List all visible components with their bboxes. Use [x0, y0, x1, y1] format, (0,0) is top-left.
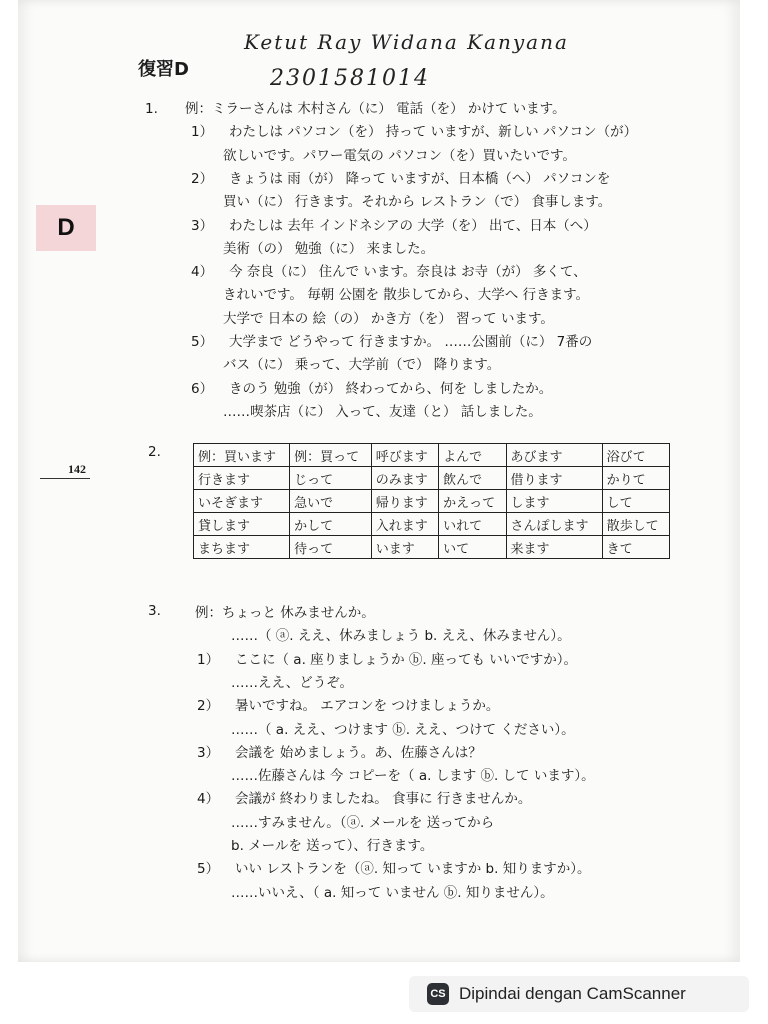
- sentence-text: 大学で 日本の 絵（の） かき方（を） 習って います。: [223, 310, 554, 327]
- item-number: 5）: [197, 861, 220, 878]
- sentence-text: 美術（の） 勉強（に） 来ました。: [223, 240, 435, 257]
- section-1-line: [145, 377, 552, 397]
- table-row: [194, 513, 670, 536]
- section-3-line: [145, 764, 595, 784]
- sentence-text: わたしは パソコン（を） 持って いますが、新しい パソコン（が）: [229, 124, 638, 141]
- table-cell: して: [602, 490, 669, 513]
- section-3-line: [145, 718, 575, 738]
- table-cell: 入れます: [371, 513, 438, 536]
- section-1-line: [145, 214, 597, 234]
- table-cell: 借ります: [506, 467, 602, 490]
- table-cell: います: [371, 536, 438, 559]
- section-1-line: [145, 330, 592, 350]
- question-number: 1.: [145, 101, 158, 117]
- sentence-text: 会議を 始めましょう。あ、佐藤さんは？: [235, 744, 482, 761]
- section-1-line: [145, 190, 611, 210]
- section-1-line: [145, 97, 566, 117]
- table-cell: かりて: [602, 467, 669, 490]
- page-title: 復習D: [138, 59, 189, 80]
- table-row: [194, 490, 670, 513]
- section-3-line: [145, 601, 375, 621]
- sentence-text: ……（ a. ええ、つけます ⓑ. ええ、つけて ください）。: [231, 721, 575, 738]
- sentence-text: b. メールを 送って）、行きます。: [231, 838, 434, 854]
- item-number: 1）: [197, 651, 220, 668]
- table-cell: 行きます: [194, 467, 290, 490]
- sentence-text: きのう 勉強（が） 終わってから、何を しましたか。: [229, 380, 553, 397]
- table-cell: いて: [439, 536, 506, 559]
- table-cell: 帰ります: [371, 490, 438, 513]
- sentence-text: きれいです。 毎朝 公園を 散歩してから、大学へ 行きます。: [223, 287, 590, 304]
- camscanner-text: Dipindai dengan CamScanner: [459, 984, 686, 1003]
- section-3-line: [145, 811, 494, 831]
- table-cell: あびます: [506, 444, 602, 467]
- sentence-text: ここに（ a. 座りましょうか ⓑ. 座っても いいですか）。: [235, 651, 578, 668]
- table-cell: 貸します: [194, 513, 290, 536]
- sentence-text: ……（ ⓐ. ええ、休みましょう b. ええ、休みません）。: [231, 628, 571, 645]
- table-cell: のみます: [371, 467, 438, 490]
- section-1-line: [145, 353, 500, 373]
- table-row: [194, 467, 670, 490]
- sentence-text: ……喫茶店（に） 入って、友達（と） 話しました。: [223, 403, 542, 420]
- table-cell: 飲んで: [439, 467, 506, 490]
- sentence-text: 今 奈良（に） 住んで います。奈良は お寺（が） 多くて、: [229, 264, 587, 281]
- section-3-line: [145, 624, 571, 644]
- item-number: 2）: [191, 170, 214, 187]
- sentence-text: 大学まで どうやって 行きますか。 ……公園前（に） 7番の: [229, 334, 593, 350]
- table-cell: 浴びて: [602, 444, 669, 467]
- table-cell: 散歩して: [602, 513, 669, 536]
- table-cell: いそぎます: [194, 490, 290, 513]
- section-1-line: [145, 260, 587, 280]
- table-cell: 例：買います: [194, 444, 290, 467]
- sentence-text: ……佐藤さんは 今 コピーを（ a. します ⓑ. して います）。: [231, 768, 595, 785]
- item-number: 3）: [197, 744, 220, 761]
- section-3-line: [145, 857, 590, 877]
- section-3-line: [145, 671, 353, 691]
- section-1-line: [145, 144, 576, 164]
- section-3-line: [145, 834, 433, 854]
- table-row: [194, 444, 670, 467]
- section-2-label: 2.: [148, 444, 161, 460]
- table-row: [194, 536, 670, 559]
- section-1-line: [145, 283, 589, 303]
- table-cell: よんで: [439, 444, 506, 467]
- item-number: 4）: [197, 791, 220, 808]
- table-cell: かえって: [439, 490, 506, 513]
- table-cell: きて: [602, 536, 669, 559]
- sentence-text: ……すみません。（ⓐ. メールを 送ってから: [231, 814, 495, 831]
- section-1-line: [145, 167, 610, 187]
- sentence-text: きょうは 雨（が） 降って いますが、日本橋（へ） パソコンを: [229, 170, 611, 187]
- handwritten-student-id: 2301581014: [270, 66, 430, 91]
- sentence-text: ……ええ、どうぞ。: [231, 674, 354, 691]
- page-number: 142: [68, 462, 86, 476]
- table-cell: 来ます: [506, 536, 602, 559]
- page-number-rule: [40, 478, 90, 479]
- table-cell: します: [506, 490, 602, 513]
- side-tab-letter: D: [57, 214, 75, 241]
- camscanner-icon: CS: [427, 983, 449, 1005]
- sentence-text: いい レストランを（ⓐ. 知って いますか b. 知りますか）。: [235, 861, 591, 878]
- sentence-text: 買い（に） 行きます。それから レストラン（で） 食事します。: [223, 194, 612, 211]
- item-number: 6）: [191, 380, 214, 397]
- table-cell: さんぽします: [506, 513, 602, 536]
- handwritten-name: Ketut Ray Widana Kanyana: [244, 30, 569, 54]
- table-cell: 急いで: [290, 490, 372, 513]
- table-cell: まちます: [194, 536, 290, 559]
- section-1-line: [145, 400, 542, 420]
- item-number: 2）: [197, 698, 220, 715]
- sentence-text: 欲しいです。パワー電気の パソコン（を）買いたいです。: [223, 147, 576, 164]
- sentence-text: バス（に） 乗って、大学前（で） 降ります。: [223, 357, 501, 374]
- section-1-line: [145, 237, 434, 257]
- sentence-text: わたしは 去年 インドネシアの 大学（を） 出て、日本（へ）: [229, 217, 597, 234]
- section-3-label: 3.: [148, 603, 161, 619]
- verb-form-table: [193, 443, 670, 559]
- table-cell: かして: [290, 513, 372, 536]
- item-number: 1）: [191, 124, 214, 141]
- side-tab: [36, 205, 96, 251]
- section-3-line: [145, 881, 554, 901]
- section-3-line: [145, 741, 482, 761]
- section-1-line: [145, 307, 554, 327]
- sentence-text: 暑いですね。 エアコンを つけましょうか。: [235, 698, 500, 715]
- section-3-line: [145, 648, 577, 668]
- item-number: 4）: [191, 264, 214, 281]
- table-cell: 呼びます: [371, 444, 438, 467]
- sentence-text: ……いいえ、（ a. 知って いません ⓑ. 知りません）。: [231, 884, 554, 901]
- table-cell: いれて: [439, 513, 506, 536]
- table-cell: 待って: [290, 536, 372, 559]
- section-3-line: [145, 694, 499, 714]
- table-cell: じって: [290, 467, 372, 490]
- item-number: 5）: [191, 334, 214, 350]
- sentence-text: 会議が 終わりましたね。 食事に 行きませんか。: [235, 791, 532, 808]
- section-1-line: [145, 120, 637, 140]
- camscanner-badge: [409, 976, 749, 1012]
- section-3-line: [145, 787, 531, 807]
- sentence-text: 例：ミラーさんは 木村さん（に） 電話（を） かけて います。: [185, 101, 566, 117]
- table-cell: 例：買って: [290, 444, 372, 467]
- item-number: 3）: [191, 217, 214, 234]
- sentence-text: 例：ちょっと 休みませんか。: [195, 605, 375, 621]
